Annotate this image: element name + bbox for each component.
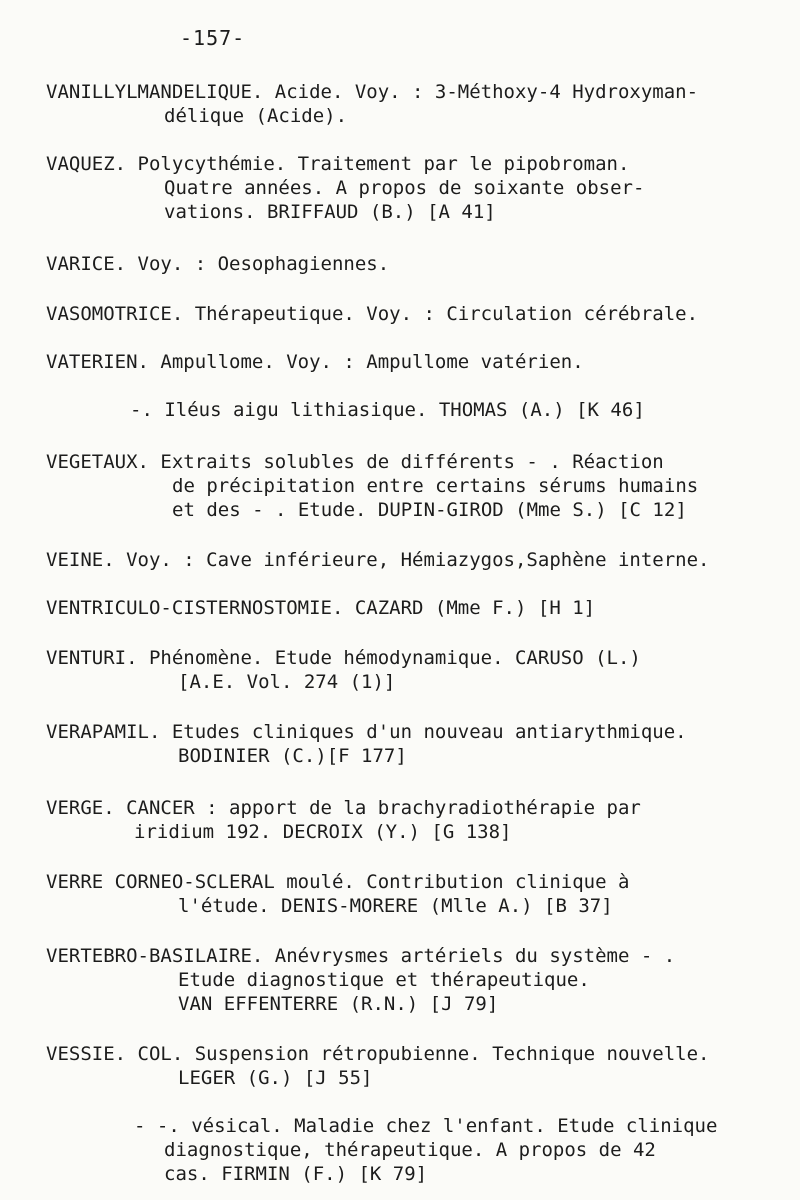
entry-line: vations. BRIFFAUD (B.) [A 41] (164, 201, 496, 223)
entry-line: l'étude. DENIS-MORERE (Mlle A.) [B 37] (178, 895, 613, 917)
entry-line: VERGE. CANCER : apport de la brachyradiothérapie par (46, 797, 641, 819)
entry-line: VASOMOTRICE. Thérapeutique. Voy. : Circulation cérébrale. (46, 303, 699, 325)
entry-line: cas. FIRMIN (F.) [K 79] (164, 1163, 428, 1185)
index-entry-verge (46, 796, 786, 844)
index-entry-vertebro-basilaire (46, 944, 786, 1016)
index-entry-vaterien (46, 350, 786, 374)
index-entry-vaquez (46, 152, 786, 224)
index-subentry-ileus (46, 398, 786, 422)
index-entry-venturi (46, 646, 786, 694)
entry-line: VEGETAUX. Extraits solubles de différents - . Réaction (46, 451, 664, 473)
index-entry-veine (46, 548, 786, 572)
entry-line: de précipitation entre certains sérums humains (172, 475, 699, 497)
entry-line: VENTURI. Phénomène. Etude hémodynamique. CARUSO (L.) (46, 647, 641, 669)
index-entry-verapamil (46, 720, 786, 768)
entry-line: VARICE. Voy. : Oesophagiennes. (46, 253, 390, 275)
entry-line: Etude diagnostique et thérapeutique. (178, 969, 590, 991)
entry-line: VERTEBRO-BASILAIRE. Anévrysmes artériels du système - . (46, 945, 676, 967)
entry-line: VATERIEN. Ampullome. Voy. : Ampullome vatérien. (46, 351, 584, 373)
entry-line: VAN EFFENTERRE (R.N.) [J 79] (178, 993, 499, 1015)
index-entry-verre-corneo-scleral (46, 870, 786, 918)
index-entry-vanillylmandelique (46, 80, 786, 128)
index-entry-ventriculo-cisternostomie (46, 596, 786, 620)
entry-line: diagnostique, thérapeutique. A propos de 42 (164, 1139, 656, 1161)
entry-line: - -. vésical. Maladie chez l'enfant. Etude clinique (134, 1115, 718, 1137)
index-subentry-vesical (46, 1114, 786, 1186)
entry-line: et des - . Etude. DUPIN-GIROD (Mme S.) [C 12] (172, 499, 687, 521)
index-entry-varice (46, 252, 786, 276)
index-entry-vasomotrice (46, 302, 786, 326)
entry-line: VEINE. Voy. : Cave inférieure, Hémiazygos,Saphène interne. (46, 549, 710, 571)
entry-line: Quatre années. A propos de soixante obser- (164, 177, 645, 199)
index-entry-vessie (46, 1042, 786, 1090)
entry-line: LEGER (G.) [J 55] (178, 1067, 373, 1089)
entry-line: iridium 192. DECROIX (Y.) [G 138] (134, 821, 512, 843)
entry-line: VERRE CORNEO-SCLERAL moulé. Contribution clinique à (46, 871, 630, 893)
entry-line: VERAPAMIL. Etudes cliniques d'un nouveau antiarythmique. (46, 721, 687, 743)
entry-line: VENTRICULO-CISTERNOSTOMIE. CAZARD (Mme F.) [H 1] (46, 597, 596, 619)
page-number: -157- (180, 26, 246, 50)
entry-line: -. Iléus aigu lithiasique. THOMAS (A.) [K 46] (130, 399, 645, 421)
entry-line: BODINIER (C.)[F 177] (178, 745, 407, 767)
entry-line: VANILLYLMANDELIQUE. Acide. Voy. : 3-Méthoxy-4 Hydroxyman- (46, 81, 699, 103)
entry-line: VAQUEZ. Polycythémie. Traitement par le pipobroman. (46, 153, 630, 175)
entry-line: délique (Acide). (164, 105, 348, 127)
index-entry-vegetaux (46, 450, 786, 522)
entry-line: [A.E. Vol. 274 (1)] (178, 671, 396, 693)
entry-line: VESSIE. COL. Suspension rétropubienne. Technique nouvelle. (46, 1043, 710, 1065)
